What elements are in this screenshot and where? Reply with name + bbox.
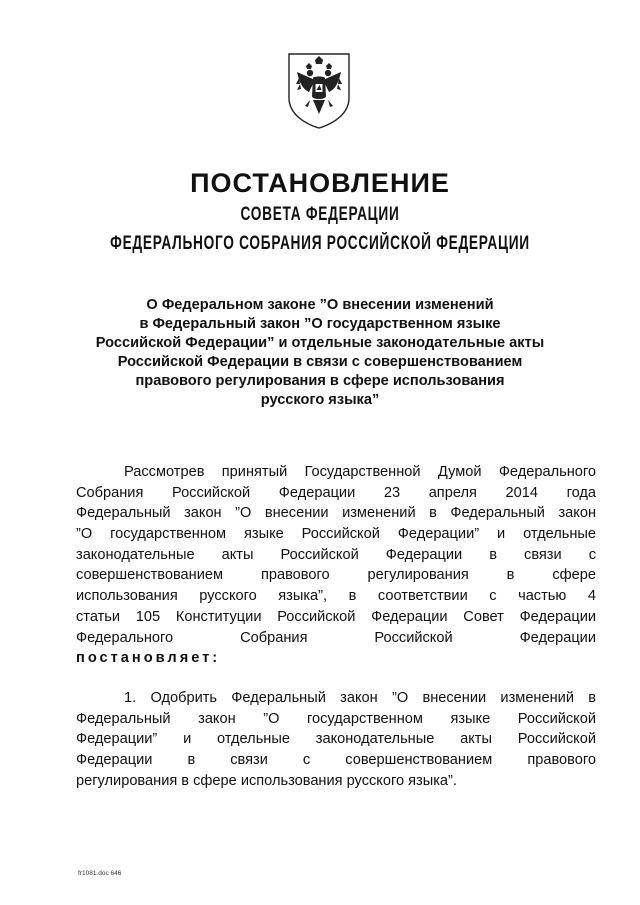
document-code: fr1081.doc 646 [78,870,122,877]
paragraph-line: Федерации” и отдельные законодательные акты Российской [76,731,596,748]
subject-line: правового регулирования в сфере использования [135,373,505,389]
subject-line: Российской Федерации” и отдельные законодательные акты [95,335,545,351]
paragraph-line: Федерального Собрания Российской Федерации [76,629,596,646]
paragraph-line: 1. Одобрить Федеральный закон ”О внесении изменений в [124,690,596,706]
paragraph-resolution-item-1 [76,688,596,791]
paragraph-line: статьи 105 Конституции Российской Федерации Совет Федерации [76,608,596,625]
coat-of-arms-icon [285,50,353,130]
paragraph-preamble [76,462,596,669]
resolves-word: постановляет: [76,650,221,667]
paragraph-line: регулирования в сфере использования русского языка”. [76,772,457,789]
document-subject [90,296,550,410]
subject-line: Российской Федерации в связи с совершенствованием [117,354,523,370]
paragraph-line: Рассмотрев принятый Государственной Думой Федерального [124,464,596,480]
paragraph-line: Федеральный закон ”О государственном языке Российской [76,710,596,727]
paragraph-line: Собрания Российской Федерации 23 апреля 2014 года [76,484,596,501]
paragraph-line: Федерации в связи с совершенствованием правового [76,752,596,769]
paragraph-line: использования русского языка”, в соответствии с частью 4 [76,588,596,605]
document-title: ПОСТАНОВЛЕНИЕ [190,168,450,198]
issuer-line-2: ФЕДЕРАЛЬНОГО СОБРАНИЯ РОССИЙСКОЙ ФЕДЕРАЦИИ [110,233,530,254]
paragraph-line: Федеральный закон ”О внесении изменений в Федеральный закон [76,505,596,522]
paragraph-line: совершенствованием правового регулирования в сфере [76,567,596,584]
subject-line: в Федеральный закон ”О государственном языке [139,316,501,332]
paragraph-line: ”О государственном языке Российской Федерации” и отдельные [76,526,596,543]
subject-line: русского языка” [260,392,380,408]
subject-line: О Федеральном законе ”О внесении изменений [146,297,494,313]
paragraph-line: законодательные акты Российской Федерации в связи с [76,546,596,563]
issuer-line-1: СОВЕТА ФЕДЕРАЦИИ [240,204,400,225]
